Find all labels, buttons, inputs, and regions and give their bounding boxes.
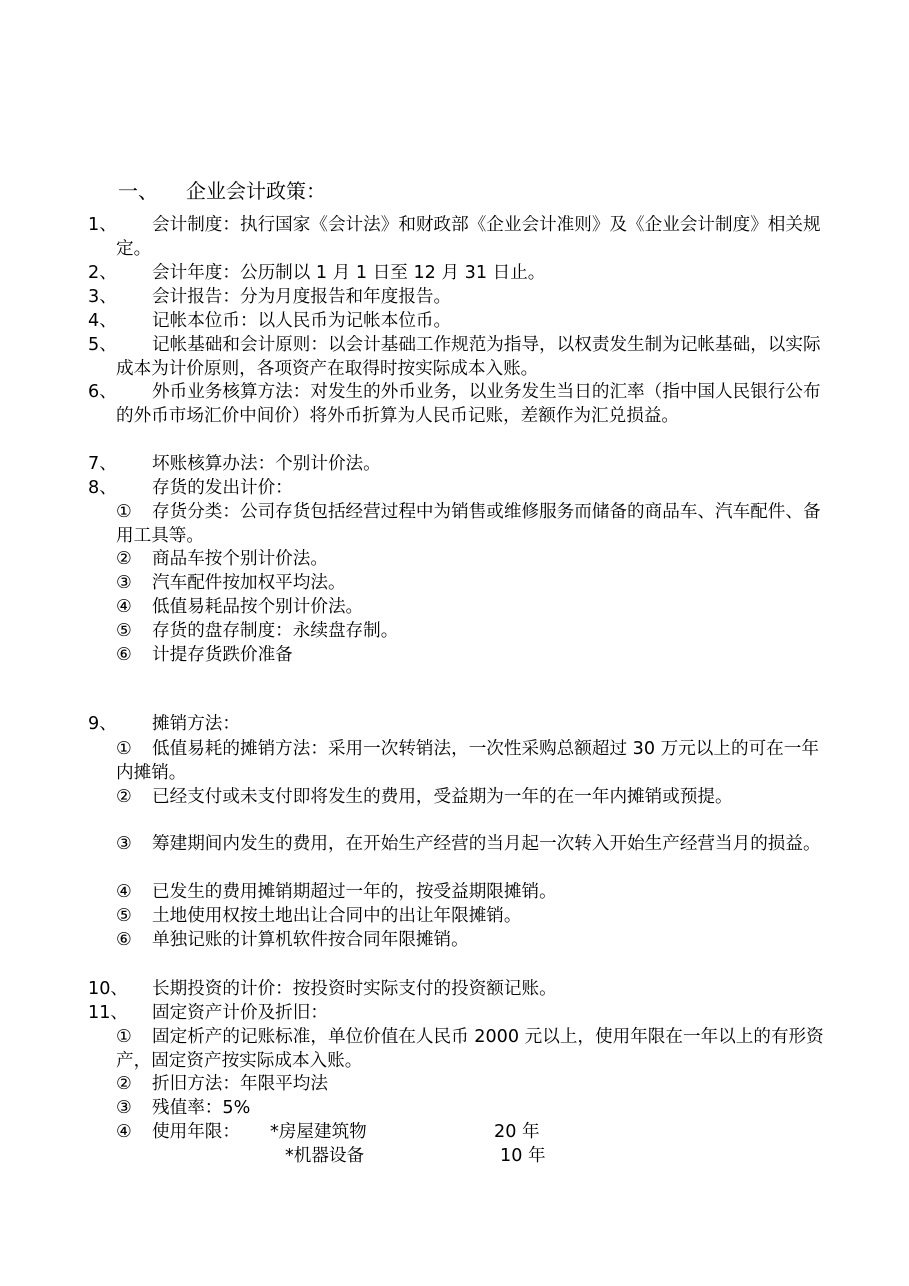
policy-item-6 <box>88 381 833 428</box>
inventory-sub-4 <box>116 596 836 620</box>
circled-number: ⑥ <box>116 930 132 950</box>
item-text: 摊销方法： <box>152 714 240 734</box>
fixed-asset-sub-4 <box>116 1121 836 1145</box>
sub-text: 已经支付或未支付即将发生的费用，受益期为一年的在一年内摊销或预提。 <box>152 787 733 807</box>
item-text: 固定资产计价及折旧： <box>152 1003 328 1023</box>
item-text: 会计报告：分为月度报告和年度报告。 <box>152 287 452 307</box>
circled-number: ③ <box>116 1098 132 1118</box>
policy-item-9 <box>88 713 833 737</box>
policy-item-1 <box>88 214 833 261</box>
circled-number: ④ <box>116 597 132 617</box>
circled-number: ② <box>116 549 132 569</box>
section-heading <box>118 176 326 206</box>
useful-life-years: 20 年 <box>494 1122 540 1142</box>
useful-life-years: 10 年 <box>500 1146 546 1166</box>
item-number: 6、 <box>88 382 117 402</box>
amortization-sub-5 <box>116 905 836 929</box>
circled-number: ⑤ <box>116 906 132 926</box>
section-number: 一、 <box>118 179 158 203</box>
sub-text: 已发生的费用摊销期超过一年的，按受益期限摊销。 <box>152 882 557 902</box>
circled-number: ① <box>116 739 132 759</box>
sub-text: 低值易耗品按个别计价法。 <box>152 597 364 617</box>
amortization-sub-1 <box>116 738 836 785</box>
item-number: 9、 <box>88 714 117 734</box>
circled-number: ① <box>116 1027 132 1047</box>
amortization-sub-4 <box>116 881 836 905</box>
useful-life-asset: *房屋建筑物 <box>270 1122 367 1142</box>
policy-item-5 <box>88 334 833 381</box>
item-number: 3、 <box>88 287 117 307</box>
policy-item-3 <box>88 286 833 310</box>
item-number: 1、 <box>88 215 117 235</box>
policy-item-8 <box>88 477 833 501</box>
sub-text: 单独记账的计算机软件按合同年限摊销。 <box>152 930 469 950</box>
fixed-asset-sub-1 <box>116 1026 836 1073</box>
circled-number: ④ <box>116 1122 132 1142</box>
item-text: 会计年度：公历制以 1 月 1 日至 12 月 31 日止。 <box>152 263 546 283</box>
useful-life-asset: *机器设备 <box>285 1146 365 1166</box>
item-text: 记帐本位币：以人民币为记帐本位币。 <box>152 311 452 331</box>
sub-text: 存货分类：公司存货包括经营过程中为销售或维修服务而储备的商品车、汽车配件、备用工具等。 <box>116 502 821 546</box>
policy-item-4 <box>88 310 833 334</box>
policy-item-11 <box>88 1002 833 1026</box>
fixed-asset-sub-2 <box>116 1073 836 1097</box>
item-text: 坏账核算办法：个别计价法。 <box>152 454 381 474</box>
circled-number: ① <box>116 502 132 522</box>
policy-item-7 <box>88 453 833 477</box>
inventory-sub-5 <box>116 620 836 644</box>
item-text: 存货的发出计价： <box>152 478 293 498</box>
sub-text: 汽车配件按加权平均法。 <box>152 573 346 593</box>
sub-text: 残值率：5% <box>152 1098 251 1118</box>
item-number: 7、 <box>88 454 117 474</box>
item-text: 外币业务核算方法：对发生的外币业务，以业务发生当日的汇率（指中国人民银行公布的外币市场汇价中间价）将外币折算为人民币记账，差额作为汇兑损益。 <box>116 382 821 426</box>
item-text: 会计制度：执行国家《会计法》和财政部《企业会计准则》及《企业会计制度》相关规定。 <box>116 215 821 259</box>
circled-number: ② <box>116 1074 132 1094</box>
circled-number: ⑤ <box>116 621 132 641</box>
inventory-sub-2 <box>116 548 836 572</box>
sub-text: 固定析产的记账标准，单位价值在人民币 2000 元以上，使用年限在一年以上的有形资产，固定资产按实际成本入账。 <box>116 1027 824 1071</box>
item-text: 长期投资的计价：按投资时实际支付的投资额记账。 <box>152 979 557 999</box>
circled-number: ③ <box>116 573 132 593</box>
amortization-sub-6 <box>116 929 836 953</box>
circled-number: ⑥ <box>116 645 132 665</box>
policy-item-10 <box>88 978 833 1002</box>
sub-text: 低值易耗的摊销方法：采用一次转销法，一次性采购总额超过 30 万元以上的可在一年内摊销。 <box>116 739 819 783</box>
circled-number: ④ <box>116 882 132 902</box>
circled-number: ③ <box>116 834 132 854</box>
circled-number: ② <box>116 787 132 807</box>
item-number: 8、 <box>88 478 117 498</box>
fixed-asset-sub-3 <box>116 1097 836 1121</box>
sub-text: 折旧方法：年限平均法 <box>152 1074 328 1094</box>
sub-text: 土地使用权按土地出让合同中的出让年限摊销。 <box>152 906 522 926</box>
inventory-sub-3 <box>116 572 836 596</box>
sub-text: 使用年限： <box>152 1122 240 1142</box>
item-number: 11、 <box>88 1003 128 1023</box>
item-number: 5、 <box>88 335 117 355</box>
item-number: 2、 <box>88 263 117 283</box>
inventory-sub-6 <box>116 644 836 668</box>
policy-item-2 <box>88 262 833 286</box>
item-number: 10、 <box>88 979 128 999</box>
item-number: 4、 <box>88 311 117 331</box>
sub-text: 筹建期间内发生的费用，在开始生产经营的当月起一次转入开始生产经营当月的损益。 <box>152 834 821 854</box>
sub-text: 商品车按个别计价法。 <box>152 549 328 569</box>
sub-text: 存货的盘存制度：永续盘存制。 <box>152 621 399 641</box>
item-text: 记帐基础和会计原则：以会计基础工作规范为指导，以权责发生制为记帐基础，以实际成本为计价原则，各项资产在取得时按实际成本入账。 <box>116 335 821 379</box>
sub-text: 计提存货跌价准备 <box>152 645 293 665</box>
amortization-sub-3 <box>116 833 836 857</box>
amortization-sub-2 <box>116 786 836 810</box>
inventory-sub-1 <box>116 501 836 548</box>
section-title: 企业会计政策： <box>186 179 326 203</box>
